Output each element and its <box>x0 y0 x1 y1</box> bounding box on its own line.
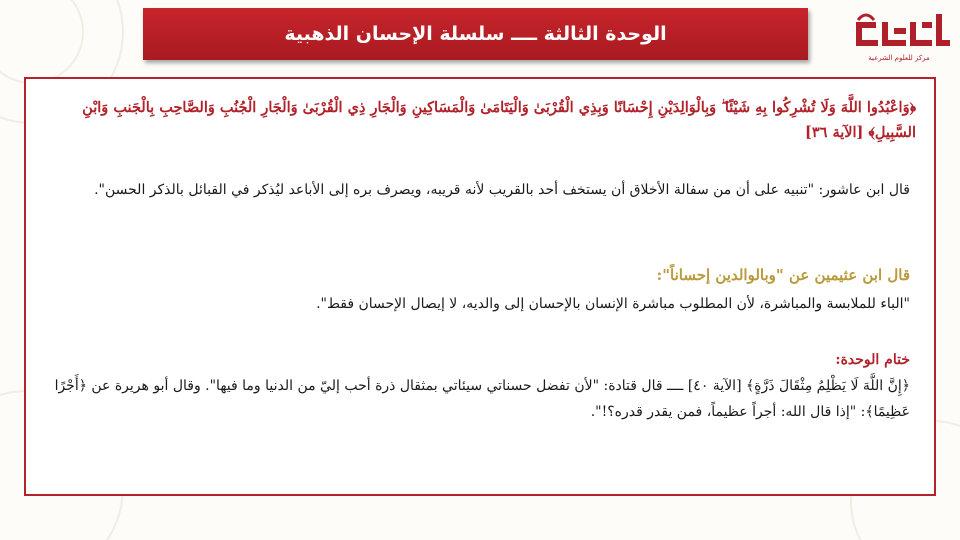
conclusion-heading-text: ختام الوحدة <box>840 352 910 368</box>
title-banner <box>143 8 808 60</box>
conclusion-text: ﴿إِنَّ اللَّهَ لَا يَظْلِمُ مِثْقَالَ ذَرَّةٍ﴾ [الآية ٤٠] ــــ قال قتادة: "لأن تفضل حسناتي سيئاتي بمثقال ذرة أحب إليّ من الدنيا وما فيها". وقال أبو هريرة عن ﴿أَجْرًا عَظِيمًا﴾: "إذا قال الله: أجراً عظيماً، فمن يقدر قدره؟!". <box>54 378 910 420</box>
ibn-ashour-quote: قال ابن عاشور: "تنبيه على أن من سفالة الأخلاق أن يستخف أحد بالقريب لأنه قريبه، ويصرف بره إلى الأباعد ليُذكر في القبائل بالذكر الحسن". <box>94 182 910 198</box>
ibn-uthaymeen-heading-text: قال ابن عثيمين عن "وبالوالدين إحساناً" <box>662 266 910 284</box>
logo <box>850 6 956 68</box>
logo-subtitle: مركز للعلوم الشرعية <box>868 54 930 62</box>
ibn-uthaymeen-heading <box>657 263 910 287</box>
logo-mark-icon <box>850 6 956 54</box>
conclusion-heading-colon: : <box>835 352 841 368</box>
conclusion-heading <box>835 349 910 371</box>
content-frame <box>24 77 936 496</box>
ibn-uthaymeen-heading-colon: : <box>656 266 663 284</box>
ibn-uthaymeen-quote: "الباء للملابسة والمباشرة، لأن المطلوب مباشرة الإنسان بالإحسان إلى والديه، لا إيصال الإحسان فقط". <box>316 296 910 312</box>
quran-verse: ﴿وَاعْبُدُوا اللَّهَ وَلَا تُشْرِكُوا بِهِ شَيْئًا ۖ وَبِالْوَالِدَيْنِ إِحْسَانًا وَبِذِي الْقُرْبَىٰ وَالْيَتَامَىٰ وَالْمَسَاكِينِ وَالْجَارِ ذِي الْقُرْبَىٰ وَالْجَارِ الْجُنُبِ وَالصَّاحِبِ بِالْجَنبِ وَابْنِ السَّبِيلِ﴾ [الآية ٣٦] <box>82 99 916 141</box>
page-title: الوحدة الثالثة ــــ سلسلة الإحسان الذهبية <box>284 23 667 45</box>
